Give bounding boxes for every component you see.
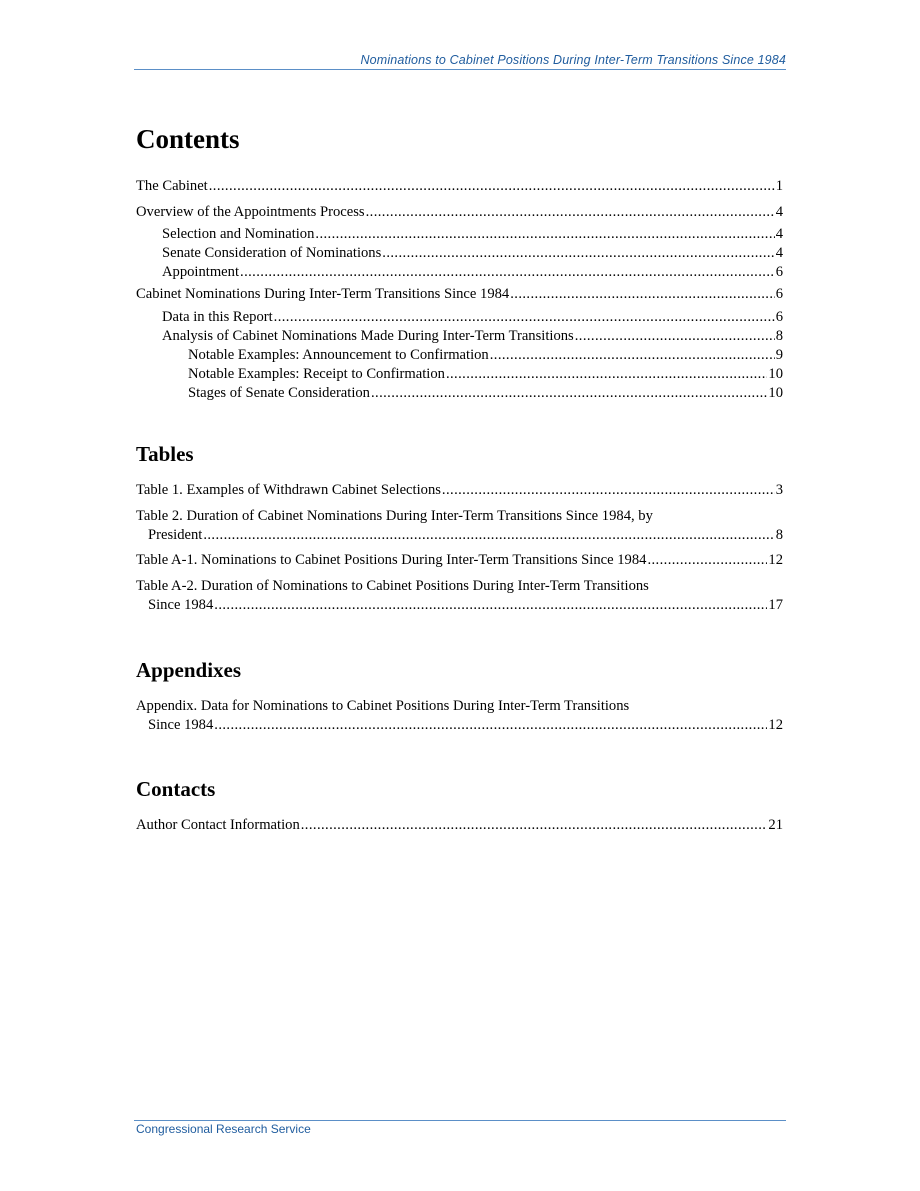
toc-entry-title-line1: Table 2. Duration of Cabinet Nominations During Inter-Term Transitions Since 1984, by [136, 508, 653, 524]
toc-entry-title: Cabinet Nominations During Inter-Term Transitions Since 1984 [136, 286, 510, 302]
toc-entry-title: Senate Consideration of Nominations [162, 245, 382, 261]
dot-leader [214, 596, 767, 615]
toc-page-number: 3 [775, 482, 783, 498]
toc-entry-title: The Cabinet [136, 178, 208, 194]
toc-entry-the-cabinet[interactable] [136, 177, 783, 196]
footer-rule [134, 1120, 786, 1121]
toc-page-number: 8 [775, 527, 783, 543]
toc-page-number: 6 [775, 286, 783, 302]
toc-entry-title: Stages of Senate Consideration [188, 385, 370, 401]
toc-entry-title: Author Contact Information [136, 817, 300, 833]
toc-entry-title: Table A-1. Nominations to Cabinet Positions During Inter-Term Transitions Since 1984 [136, 552, 647, 568]
toc-page-number: 4 [775, 245, 783, 261]
dot-leader [240, 263, 775, 282]
toc-page-number: 9 [775, 347, 783, 363]
toc-entry-analysis[interactable] [162, 327, 783, 346]
toc-page-number: 1 [775, 178, 783, 194]
dot-leader [371, 384, 767, 403]
toc-entry-appendix[interactable] [136, 697, 783, 735]
toc-entry-cabinet-nominations[interactable] [136, 285, 783, 304]
header-rule [134, 69, 786, 70]
toc-entry-table-a1[interactable] [136, 551, 783, 570]
toc-entry-data-in-report[interactable] [162, 308, 783, 327]
toc-entry-title: Data in this Report [162, 309, 273, 325]
toc-entry-selection-nomination[interactable] [162, 225, 783, 244]
toc-entry-announcement-to-confirmation[interactable] [188, 346, 783, 365]
dot-leader [214, 716, 767, 735]
dot-leader [647, 551, 767, 570]
toc-entry-author-contact[interactable] [136, 816, 783, 835]
dot-leader [446, 365, 767, 384]
toc-entry-title: Notable Examples: Receipt to Confirmation [188, 366, 445, 382]
footer-text: Congressional Research Service [136, 1122, 311, 1136]
running-header: Nominations to Cabinet Positions During Inter-Term Transitions Since 1984 [360, 53, 786, 67]
dot-leader [274, 308, 775, 327]
contacts-heading: Contacts [136, 777, 216, 801]
toc-entry-senate-consideration[interactable] [162, 244, 783, 263]
toc-page-number: 21 [768, 817, 783, 833]
toc-entry-title: Notable Examples: Announcement to Confirmation [188, 347, 489, 363]
toc-entry-title-line2: Since 1984 [148, 597, 214, 613]
toc-entry-stages-senate-consideration[interactable] [188, 384, 783, 403]
toc-page-number: 4 [775, 204, 783, 220]
toc-page-number: 10 [768, 385, 783, 401]
toc-entry-title-line2: President [148, 527, 203, 543]
tables-heading: Tables [136, 442, 194, 466]
toc-page-number: 6 [775, 264, 783, 280]
toc-entry-table-2[interactable] [136, 507, 783, 545]
toc-entry-table-1[interactable] [136, 481, 783, 500]
dot-leader [382, 244, 774, 263]
dot-leader [203, 526, 774, 545]
toc-page-number: 6 [775, 309, 783, 325]
dot-leader [301, 816, 768, 835]
toc-entry-title: Selection and Nomination [162, 226, 315, 242]
contents-heading: Contents [136, 124, 240, 154]
dot-leader [442, 481, 775, 500]
toc-entry-title-line1: Appendix. Data for Nominations to Cabinet Positions During Inter-Term Transitions [136, 698, 630, 714]
toc-entry-appointments-process[interactable] [136, 203, 783, 222]
dot-leader [315, 225, 774, 244]
dot-leader [366, 203, 775, 222]
toc-entry-table-a2[interactable] [136, 577, 783, 615]
toc-page-number: 17 [768, 597, 783, 613]
toc-entry-title: Table 1. Examples of Withdrawn Cabinet Selections [136, 482, 441, 498]
dot-leader [209, 177, 775, 196]
appendixes-heading: Appendixes [136, 658, 242, 682]
toc-page-number: 12 [768, 717, 783, 733]
toc-entry-receipt-to-confirmation[interactable] [188, 365, 783, 384]
toc-page-number: 8 [775, 328, 783, 344]
dot-leader [510, 285, 774, 304]
dot-leader [575, 327, 775, 346]
toc-entry-title-line1: Table A-2. Duration of Nominations to Cabinet Positions During Inter-Term Transitions [136, 578, 649, 594]
toc-page-number: 4 [775, 226, 783, 242]
toc-page-number: 12 [768, 552, 783, 568]
toc-entry-title: Overview of the Appointments Process [136, 204, 365, 220]
toc-page-number: 10 [768, 366, 783, 382]
toc-entry-title: Analysis of Cabinet Nominations Made During Inter-Term Transitions [162, 328, 574, 344]
toc-entry-appointment[interactable] [162, 263, 783, 282]
dot-leader [490, 346, 775, 365]
toc-entry-title: Appointment [162, 264, 240, 280]
toc-entry-title-line2: Since 1984 [148, 717, 214, 733]
